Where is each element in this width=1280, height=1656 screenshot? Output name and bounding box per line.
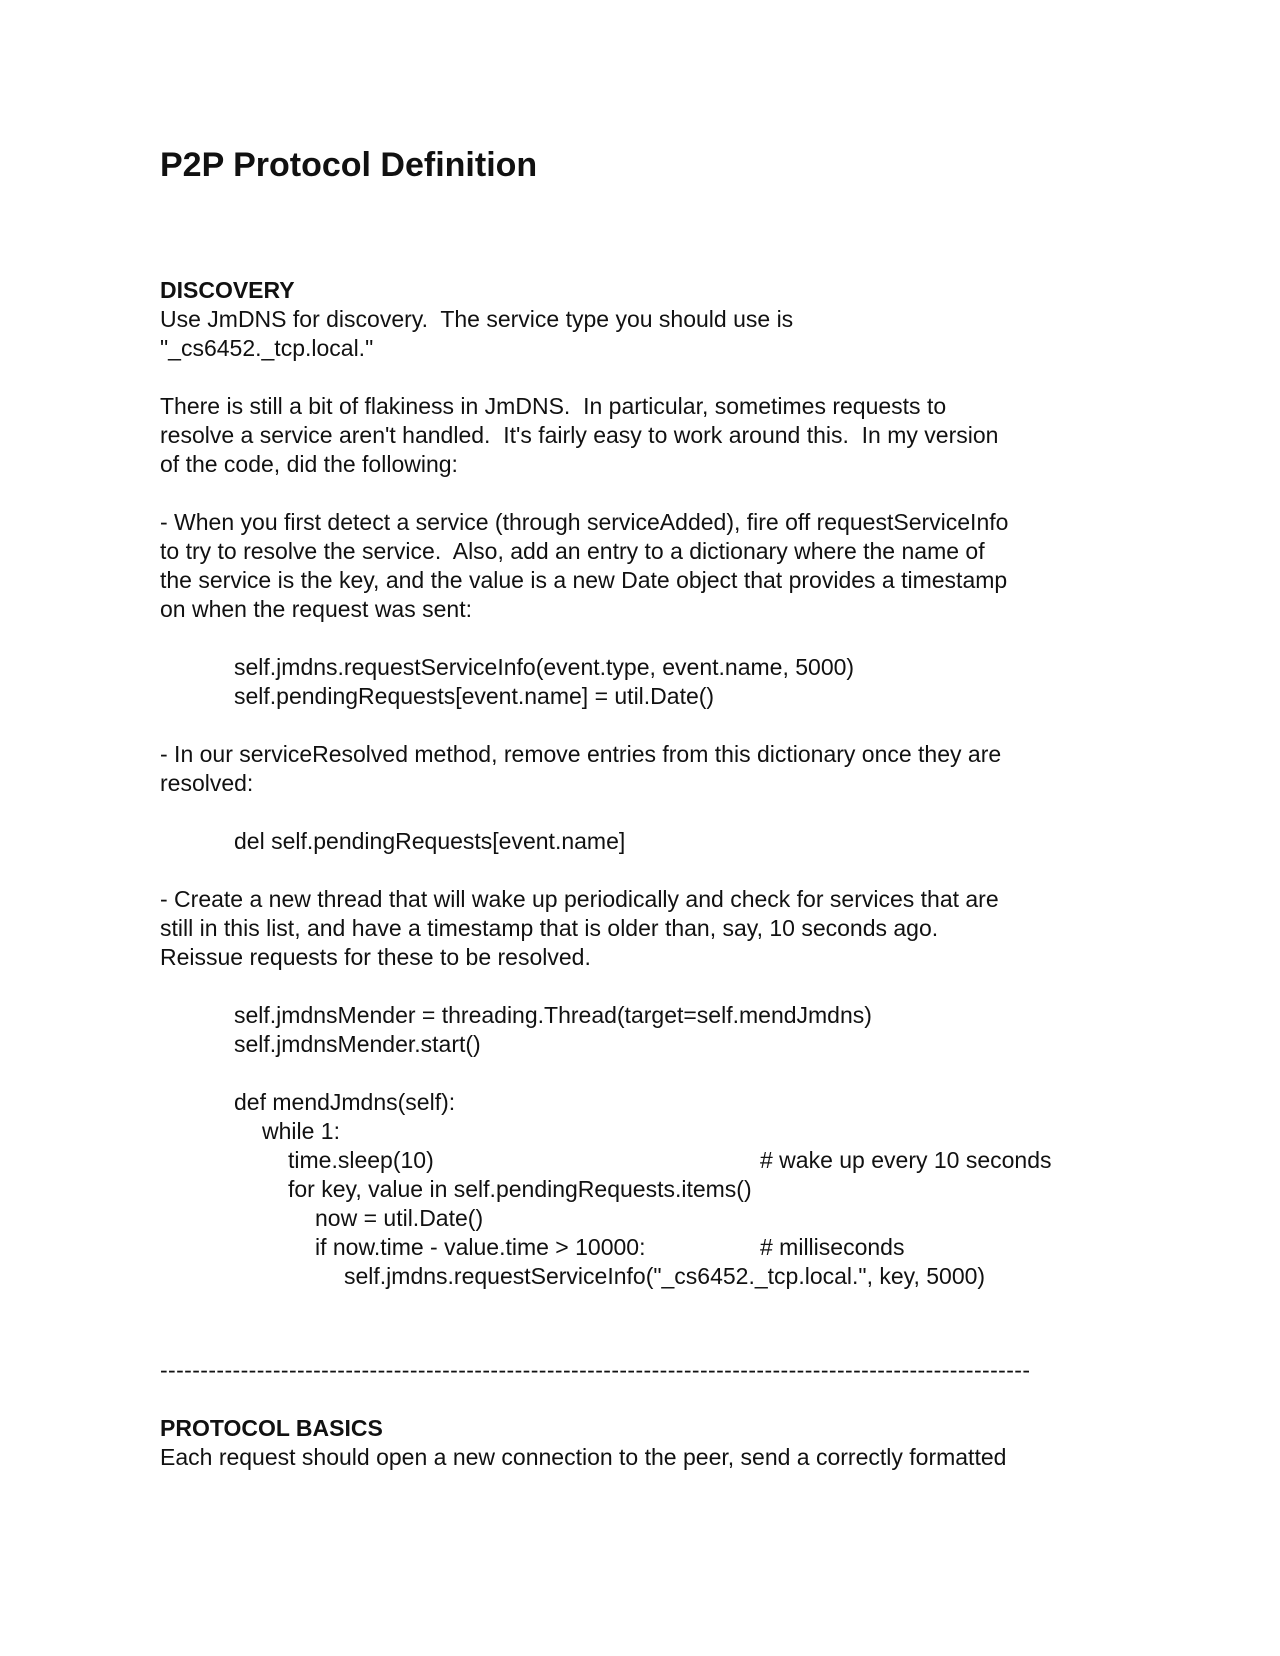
code-line: self.jmdns.requestServiceInfo("_cs6452._tcp.local.", key, 5000) [344, 1263, 986, 1289]
flakiness-text-line: of the code, did the following: [160, 451, 458, 477]
code-line: del self.pendingRequests[event.name] [234, 828, 626, 854]
flakiness-text-line: There is still a bit of flakiness in JmDNS. In particular, sometimes requests to [160, 393, 947, 419]
step3-text-line: - Create a new thread that will wake up periodically and check for services that are [160, 886, 999, 912]
section-heading-protocol-basics: PROTOCOL BASICS [160, 1415, 383, 1441]
protocol-basics-text-line: Each request should open a new connection to the peer, send a correctly formatted [160, 1444, 1007, 1470]
section-heading-discovery: DISCOVERY [160, 277, 295, 303]
step1-text-line: on when the request was sent: [160, 596, 472, 622]
page-title: P2P Protocol Definition [160, 146, 538, 184]
step1-text-line: the service is the key, and the value is a new Date object that provides a timestamp [160, 567, 1008, 593]
code-comment: # milliseconds [760, 1234, 905, 1260]
section-divider: ------------------------------------------------------------------------------------------------------------ [160, 1357, 1031, 1383]
code-line: self.pendingRequests[event.name] = util.Date() [234, 683, 715, 709]
flakiness-text-line: resolve a service aren't handled. It's fairly easy to work around this. In my version [160, 422, 999, 448]
step3-text-line: Reissue requests for these to be resolved. [160, 944, 591, 970]
code-line: self.jmdnsMender.start() [234, 1031, 481, 1057]
code-line: if now.time - value.time > 10000: [315, 1234, 646, 1260]
step2-text-line: - In our serviceResolved method, remove entries from this dictionary once they are [160, 741, 1002, 767]
code-line: self.jmdns.requestServiceInfo(event.type, event.name, 5000) [234, 654, 855, 680]
step1-text-line: to try to resolve the service. Also, add an entry to a dictionary where the name of [160, 538, 985, 564]
code-line: while 1: [262, 1118, 340, 1144]
code-line: self.jmdnsMender = threading.Thread(target=self.mendJmdns) [234, 1002, 872, 1028]
code-line: for key, value in self.pendingRequests.items() [288, 1176, 752, 1202]
discovery-text-line: Use JmDNS for discovery. The service type you should use is [160, 306, 794, 332]
code-line: time.sleep(10) [288, 1147, 434, 1173]
step1-text-line: - When you first detect a service (through serviceAdded), fire off requestServiceInfo [160, 509, 1009, 535]
step3-text-line: still in this list, and have a timestamp that is older than, say, 10 seconds ago. [160, 915, 939, 941]
code-line: now = util.Date() [315, 1205, 484, 1231]
code-comment: # wake up every 10 seconds [760, 1147, 1052, 1173]
step2-text-line: resolved: [160, 770, 254, 796]
discovery-text-line: "_cs6452._tcp.local." [160, 335, 374, 361]
code-line: def mendJmdns(self): [234, 1089, 456, 1115]
